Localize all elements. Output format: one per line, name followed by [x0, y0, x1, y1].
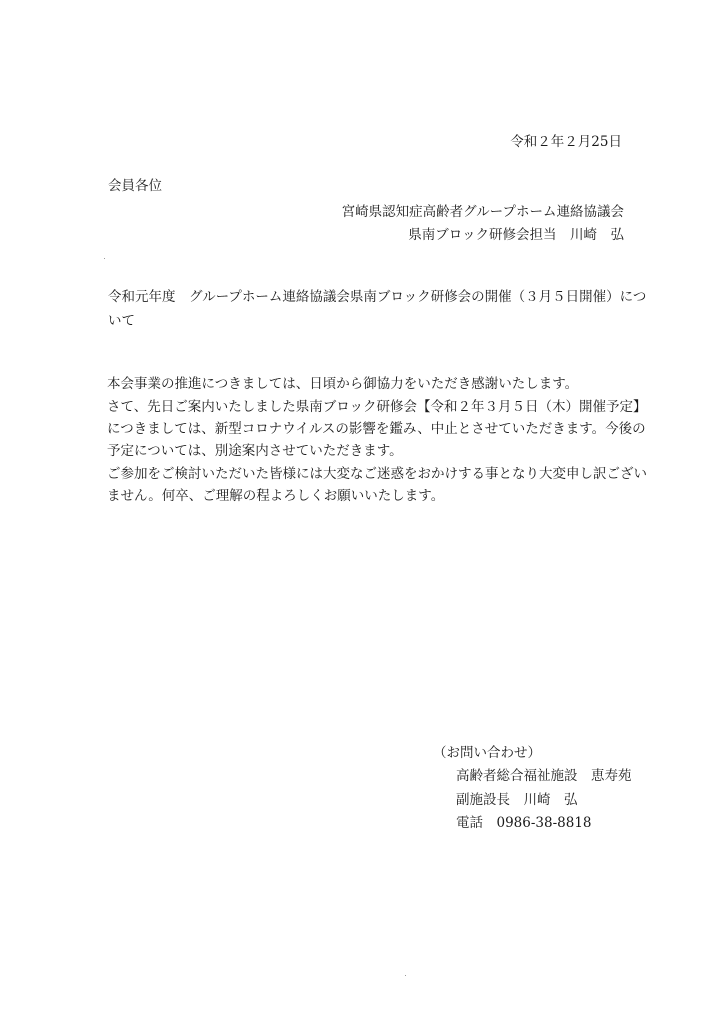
body-line-6: ません。何卒、ご理解の程よろしくお願いいたします。: [107, 488, 445, 504]
recipient: 会員各位: [108, 178, 162, 194]
letter-date: 令和２年２月25日: [510, 134, 622, 150]
scan-speck: [405, 975, 406, 976]
scan-speck: [104, 258, 105, 259]
body-line-4: 予定については、別途案内させていただきます。: [107, 443, 403, 459]
body-line-5: ご参加をご検討いただいた皆様には大変なご迷惑をおかけする事となり大変申し訳ござい: [107, 466, 647, 482]
contact-organization: 高齢者総合福祉施設 恵寿苑: [456, 768, 632, 784]
contact-phone: 電話 0986-38-8818: [456, 815, 592, 831]
sender-person: 県南ブロック研修会担当 川崎 弘: [408, 227, 624, 243]
sender-organization: 宮崎県認知症高齢者グループホーム連絡協議会: [341, 204, 624, 220]
subject-line-1: 令和元年度 グループホーム連絡協議会県南ブロック研修会の開催（３月５日開催）につ: [108, 289, 647, 305]
body-line-3: につきましては、新型コロナウイルスの影響を鑑み、中止とさせていただきます。今後の: [107, 421, 646, 437]
body-line-1: 本会事業の推進につきましては、日頃から御協力をいただき感謝いたします。: [107, 376, 579, 392]
contact-heading: （お問い合わせ）: [433, 745, 541, 761]
body-line-2: さて、先日ご案内いたしました県南ブロック研修会【令和２年３月５日（木）開催予定】: [107, 399, 647, 415]
subject-line-2: いて: [108, 313, 135, 329]
contact-person: 副施設長 川崎 弘: [456, 792, 578, 808]
